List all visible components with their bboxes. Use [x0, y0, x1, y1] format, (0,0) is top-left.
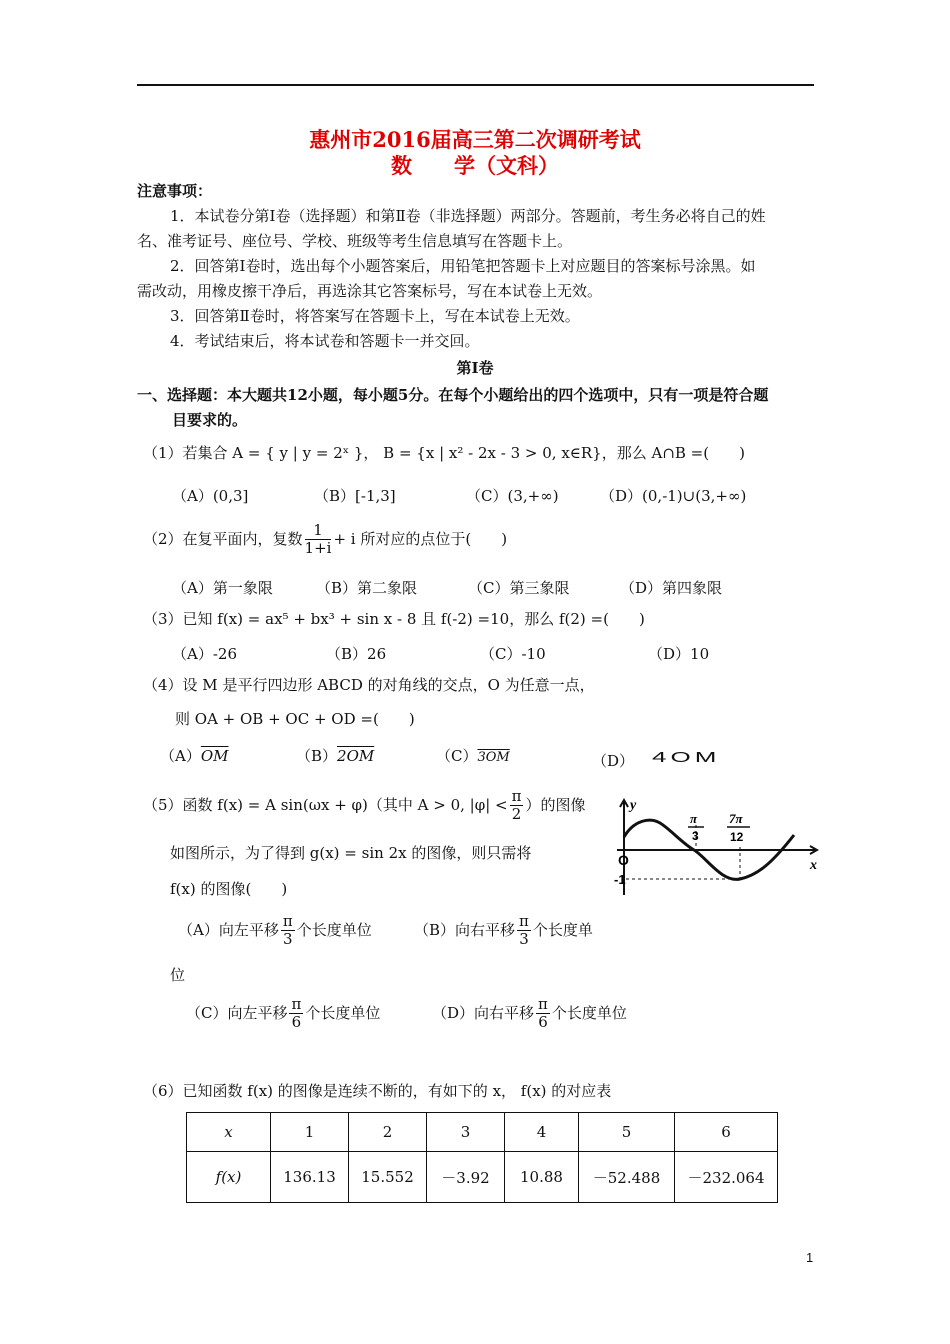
- q1-option-b: （B）[-1,3]: [314, 487, 396, 505]
- q2-stem: [143, 522, 507, 558]
- table-cell: 5: [579, 1113, 675, 1152]
- q3-option-b: （B）26: [326, 645, 387, 663]
- tick-1-den: 3: [692, 829, 699, 843]
- table-row-fx: [187, 1152, 778, 1203]
- table-cell: 6: [675, 1113, 778, 1152]
- q6-stem: （6）已知函数 f(x) 的图像是连续不断的，有如下的 x， f(x) 的对应表: [143, 1082, 612, 1100]
- table-cell: 1: [271, 1113, 349, 1152]
- minus-one-label: -1: [614, 872, 626, 887]
- table-cell: －52.488: [579, 1152, 675, 1203]
- q1-stem: （1）若集合 A = { y | y = 2ˣ }， B = {x | x² - 2x - 3 > 0, x∈R}，那么 A∩B =( ): [143, 444, 745, 462]
- table-cell: 10.88: [505, 1152, 579, 1203]
- table-cell: 15.552: [349, 1152, 427, 1203]
- section-title: 第Ⅰ卷: [456, 359, 494, 377]
- q2-option-b: （B）第二象限: [316, 579, 418, 597]
- q3-stem: （3）已知 f(x) = ax⁵ + bx³ + sin x - 8 且 f(-2) =10，那么 f(2) =( ): [143, 610, 645, 628]
- q4-option-c: （C）3OM: [436, 747, 510, 765]
- note-1b: 名、准考证号、座位号、学校、班级等考生信息填写在答题卡上。: [137, 232, 573, 250]
- q2-stem-post: + i 所对应的点位于( ): [333, 529, 508, 548]
- q2-option-a: （A）第一象限: [172, 579, 273, 597]
- table-cell: 3: [427, 1113, 505, 1152]
- section-intro-a: 一、选择题：本大题共12小题，每小题5分。在每个小题给出的四个选项中，只有一项是符合题: [137, 386, 769, 404]
- table-cell: 2: [349, 1113, 427, 1152]
- q5-line-3: f(x) 的图像( ): [170, 880, 288, 898]
- q4-option-b: （B）2OM: [296, 747, 375, 765]
- exam-subtitle: 数 学（文科）: [391, 153, 559, 178]
- q4-stem: （4）设 M 是平行四边形 ABCD 的对角线的交点，O 为任意一点，: [143, 676, 595, 694]
- q2-stem-pre: （2）在复平面内，复数: [143, 529, 303, 548]
- q5-option-b-wrap: 位: [170, 966, 186, 984]
- q2-option-d: （D）第四象限: [620, 579, 723, 597]
- q6-table: [186, 1112, 778, 1203]
- note-1a: 1．本试卷分第Ⅰ卷（选择题）和第Ⅱ卷（非选择题）两部分。答题前，考生务必将自己的姓: [170, 207, 766, 225]
- q1-option-a: （A）(0,3]: [172, 487, 249, 505]
- note-4: 4．考试结束后，将本试卷和答题卡一并交回。: [170, 332, 480, 350]
- note-2b: 需改动，用橡皮擦干净后，再选涂其它答案标号，写在本试卷上无效。: [137, 282, 603, 300]
- q4-stem-2: 则 OA + OB + OC + OD =( ): [175, 710, 415, 728]
- q5-option-a: （A）向左平移 $\frac{\pi}{3}$ 个长度单位: [178, 912, 372, 949]
- y-label: y: [630, 798, 637, 813]
- note-2a: 2．回答第Ⅰ卷时，选出每个小题答案后，用铅笔把答题卡上对应题目的答案标号涂黑。如: [170, 257, 756, 275]
- q5-fraction: $\frac{\pi}{2}$: [511, 787, 522, 824]
- q1-option-d: （D）(0,-1)∪(3,+∞): [600, 487, 747, 505]
- q4-option-d: （D） 4OM: [592, 748, 721, 770]
- q2-fraction: $\frac{1}{1+i}$: [304, 521, 332, 558]
- q2-option-c: （C）第三象限: [468, 579, 570, 597]
- q1-option-c: （C）(3,+∞): [466, 487, 559, 505]
- exam-title: 惠州市2016届高三第二次调研考试: [309, 127, 641, 152]
- table-cell: 4: [505, 1113, 579, 1152]
- table-header-fx: f(x): [187, 1152, 271, 1203]
- table-row-x: [187, 1113, 778, 1152]
- notes-heading: 注意事项：: [137, 182, 213, 200]
- q5-line-2: 如图所示，为了得到 g(x) = sin 2x 的图像，则只需将: [170, 844, 532, 862]
- tick-2-num: 7π: [729, 811, 743, 826]
- page-number: 1: [806, 1250, 814, 1265]
- tick-2-den: 12: [730, 830, 744, 844]
- q3-option-d: （D）10: [648, 645, 710, 663]
- q5-option-d: （D）向右平移 $\frac{\pi}{6}$ 个长度单位: [432, 995, 627, 1032]
- x-label: x: [810, 858, 817, 873]
- note-3: 3．回答第Ⅱ卷时，将答案写在答题卡上，写在本试卷上无效。: [170, 307, 580, 325]
- table-cell: 136.13: [271, 1152, 349, 1203]
- top-rule: [137, 84, 814, 86]
- tick-1-num: π: [690, 811, 698, 826]
- table-cell: －232.064: [675, 1152, 778, 1203]
- q4-option-a: $(A)\overline{OM}$: [160, 747, 229, 765]
- q5-graph: [612, 795, 822, 905]
- q5-stem: （5）函数 f(x) = A sin(ωx + φ)（其中 A > 0, |φ| < $\frac{\pi}{2}$ ）的图像: [143, 787, 586, 824]
- q5-option-c: （C）向左平移 $\frac{\pi}{6}$ 个长度单位: [186, 995, 381, 1032]
- section-intro-b: 目要求的。: [172, 411, 248, 429]
- table-header-x: x: [187, 1113, 271, 1152]
- q5-option-b: （B）向右平移 $\frac{\pi}{3}$ 个长度单: [414, 912, 593, 949]
- origin-label: O: [618, 852, 629, 868]
- table-cell: －3.92: [427, 1152, 505, 1203]
- q3-option-a: （A）-26: [172, 645, 237, 663]
- q3-option-c: （C）-10: [480, 645, 546, 663]
